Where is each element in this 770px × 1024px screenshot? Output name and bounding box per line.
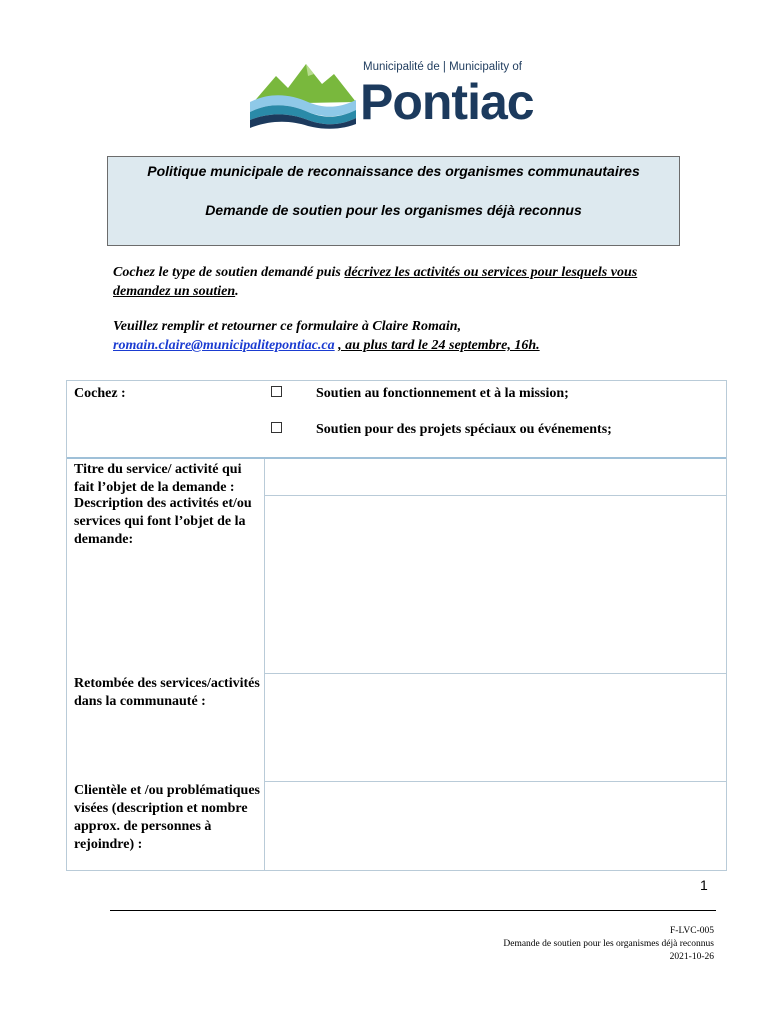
clientele-field[interactable] (266, 782, 725, 869)
checkbox-icon[interactable] (271, 386, 282, 397)
return-text: Veuillez remplir et retourner ce formulaire à Claire Romain, (113, 319, 462, 334)
instruction-check (113, 263, 688, 301)
description-label: Description des activités et/ou services qui font l’objet de la demande: (74, 496, 252, 547)
policy-title: Politique municipale de reconnaissance des organismes communautaires (147, 163, 640, 179)
logo-tagline: Municipalité de | Municipality of (363, 61, 522, 73)
document-code: F-LVC-005 (670, 926, 714, 936)
footer-divider (110, 910, 716, 911)
impact-label: Retombée des services/activités dans la communauté : (74, 676, 260, 709)
footer-block (503, 925, 714, 964)
option-operating-support[interactable] (271, 386, 569, 402)
form-title: Demande de soutien pour les organismes déjà reconnus (205, 202, 582, 218)
request-form (66, 380, 727, 871)
clientele-label: Clientèle et /ou problématiques visées (description et nombre approx. de personnes à rejoindre) : (74, 783, 261, 852)
instruction-underlined: décrivez les activités ou services pour lesquels vous demandez un soutien (113, 265, 638, 299)
check-label: Cochez : (74, 386, 126, 401)
pontiac-logo (248, 58, 548, 130)
impact-field[interactable] (266, 674, 725, 780)
option-special-projects[interactable] (271, 422, 612, 438)
column-divider (264, 459, 265, 870)
deadline-text: , au plus tard le 24 septembre, 16h. (338, 338, 540, 353)
page-number: 1 (700, 877, 708, 893)
document-date: 2021-10-26 (669, 952, 714, 962)
instruction-period: . (235, 284, 239, 299)
service-title-label: Titre du service/ activité qui fait l’objet de la demande : (74, 462, 242, 495)
mountain-wave-icon (248, 58, 360, 130)
description-field[interactable] (266, 496, 725, 672)
title-box (107, 156, 680, 246)
option-label: Soutien pour des projets spéciaux ou événements; (316, 422, 612, 437)
instruction-text: Cochez le type de soutien demandé puis (113, 265, 345, 280)
checkbox-icon[interactable] (271, 422, 282, 433)
logo-wordmark: Pontiac (360, 74, 534, 130)
document-title: Demande de soutien pour les organismes déjà reconnus (503, 939, 714, 949)
email-link[interactable]: romain.claire@municipalitepontiac.ca (113, 338, 335, 353)
service-title-field[interactable] (266, 459, 725, 494)
option-label: Soutien au fonctionnement et à la mission; (316, 386, 569, 401)
instruction-return (113, 317, 688, 355)
